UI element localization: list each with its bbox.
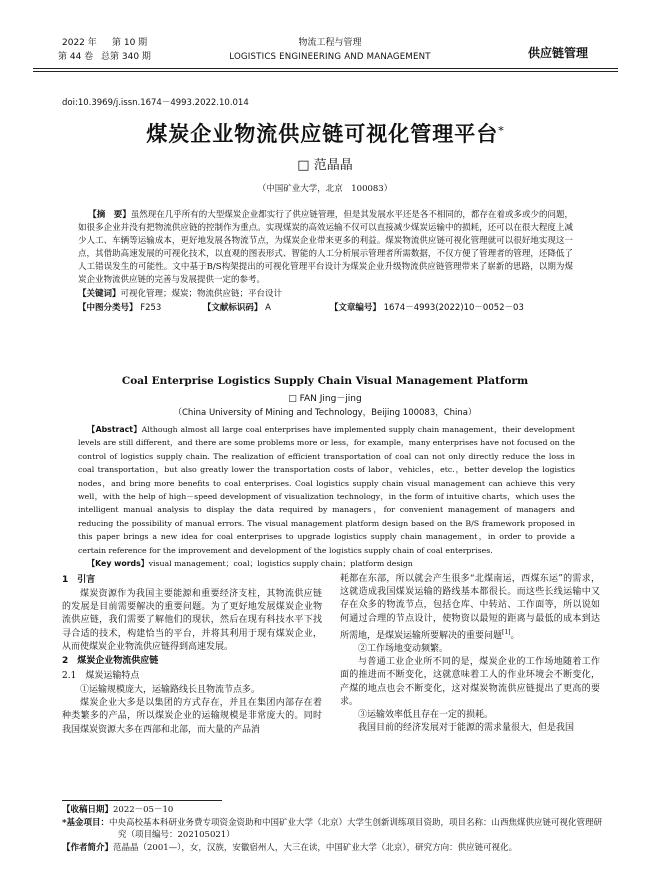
abstract-en	[78, 423, 575, 571]
classification-line	[78, 301, 573, 315]
clc-label: 【中图分类号】	[78, 303, 138, 313]
item-3: ③运输效率低且存在一定的损耗。	[358, 710, 494, 721]
right-paragraph-2: 与普通工业企业所不同的是，煤炭企业的工作场地随着工作面的推进而不断变化，这就意味着工人的作业环境会不断变化，产煤的地点也会不断变化，这对煤炭物流供应链提出了更高的要求。	[340, 657, 600, 707]
doc-code-value: A	[265, 303, 271, 313]
section-1-paragraph: 煤炭资源作为我国主要能源和重要经济支柱，其物流供应链的发展是目前需要解决的重要问题。为了更好地发展煤炭企业物流供应链，我们需要了解他们的现状，然后在现有科技水平下找寻合适的技术，构建恰当的平台，并将其利用于现有煤炭企业，从而使煤炭企业物流供应链得到高速发展。	[62, 589, 322, 652]
right-paragraph-3: 我国目前的经济发展对于能源的需求量很大，但是我国	[358, 723, 575, 734]
author-bio-text: 范晶晶（2001—），女，汉族，安徽宿州人，大三在读，中国矿业大学（北京），研究方向：供应链可视化。	[113, 842, 518, 853]
paper-title-cn: 煤炭企业物流供应链可视化管理平台	[146, 122, 499, 146]
abstract-cn-text: 虽然现在几乎所有的大型煤炭企业都实行了供应链管理，但是其发展水平还是各不相同的，都存在着或多或少的问题，如很多企业并没有把物流供应链的控制作为重点。实现煤炭的高效运输不仅可以直接减少煤炭运输中的损耗，还可以在很大程度上减少人工、车辆等运输成本，更好地发展各物流节点，为煤炭企业带来更多的利益。煤炭物流供应链可视化管理就可以很好地实现这一点，其借助高速发展的可视化技术，以直观的图表形式、智能的人工分析展示管理者所需数据，不仅方便了管理者的管理，还降低了人工错误发生的可能性。文中基于B/S构架提出的可视化管理平台设计为煤炭企业升级物流供应链管理带来了崭新的思路，以期为煤炭企业物流供应链的完善与发展提供一定的参考。	[78, 210, 573, 285]
author-en: □ FAN Jing－jing	[288, 394, 362, 404]
header-rule-thin	[33, 71, 618, 72]
author-bio	[62, 842, 602, 855]
section-1-heading: 1 引言	[62, 575, 96, 585]
author-bio-label: 【作者简介】	[62, 842, 114, 853]
abstract-cn-paragraph	[78, 209, 573, 287]
journal-title-en: LOGISTICS ENGINEERING AND MANAGEMENT	[229, 52, 431, 62]
section-2-1-heading: 2.1 煤炭运输特点	[62, 671, 140, 682]
header-issue: 第 10 期	[112, 38, 148, 48]
header-total: 总第 340 期	[101, 52, 151, 62]
item-1: ①运输规模庞大，运输路线长且物流节点多。	[80, 685, 261, 696]
footnote-rule	[62, 800, 222, 801]
header-rule	[33, 68, 618, 69]
section-2-1-paragraph: 煤炭企业大多是以集团的方式存在，并且在集团内部存在着种类繁多的产品，所以煤炭企业的运输规模是非常庞大的。同时我国煤炭资源大多在西部和北部，而大量的产品消	[62, 698, 322, 735]
received-label: 【收稿日期】	[62, 805, 114, 815]
abstract-en-text: Although almost all large coal enterprises have implemented supply chain management，their development levels are still different，and there are some problems more or less，for example，many enterprises have not focused on the control of logistics supply chain. The realization of efficient transportation of coal can not only directly reduce the loss in coal transportation，but also greatly lower the transportation costs of labor，vehicles，etc.，better develop the logistics nodes，and bring more benefits to coal enterprises. Coal logistics supply chain visual management can achieve this very well，with the help of high－speed development of visualization technology，in the form of intuitive charts，which uses the intelligent manual analysis to display the data required by managers，for convenient management of managers and reducing the possibility of manual errors. The visual management platform design based on the B/S framework proposed in this paper brings a new idea for coal enterprises to upgrade logistics supply chain management，in order to provide a certain reference for the improvement and development of the logistics supply chain of coal enterprises.	[78, 425, 575, 555]
abstract-cn-label: 【摘 要】	[88, 210, 131, 220]
abstract-en-label: 【Abstract】	[87, 425, 142, 434]
abstract-cn	[78, 209, 573, 315]
right-column	[340, 573, 600, 735]
received-date	[62, 804, 602, 817]
fund-note	[62, 817, 602, 842]
keywords-cn-text: 可视化管理；煤炭；物流供应链；平台设计	[120, 289, 283, 299]
title-footnote-mark: *	[498, 124, 504, 138]
header-volume: 第 44 卷	[58, 52, 94, 62]
citation-1: [1]	[502, 628, 511, 636]
section-label: 供应链管理	[528, 46, 589, 60]
received-value: 2022－05－10	[113, 805, 174, 815]
section-2-heading: 2 煤炭企业物流供应链	[62, 656, 159, 667]
keywords-cn	[78, 287, 573, 301]
paper-title-en: Coal Enterprise Logistics Supply Chain Visual Management Platform	[121, 375, 529, 387]
doc-code-label: 【文献标识码】	[202, 303, 263, 313]
article-no-label: 【文章编号】	[329, 303, 381, 313]
item-2: ②工作场地变动频繁。	[358, 644, 449, 655]
journal-title-cn: 物流工程与管理	[298, 38, 362, 48]
title-block	[40, 118, 610, 148]
footnotes	[62, 804, 602, 854]
affiliation-en: （China University of Mining and Technology，Beijing 100083，China）	[173, 408, 477, 418]
right-paragraph-1-text: 耗都在东部，所以就会产生很多“北煤南运，西煤东运”的需求，这就造成我国煤炭运输的路线基本都很长。而这些长线运输中又存在众多的物流节点，包括仓库、中转站、工作面等，所以说如何通过合理的节点设计，使物资以最短的距离与最低的成本到达所需地，是煤炭运输所要解决的重要问题	[340, 574, 600, 641]
article-no-value: 1674－4993(2022)10－0052－03	[383, 303, 524, 313]
keywords-en-label: 【Key words】	[87, 559, 149, 569]
affiliation-cn: （中国矿业大学，北京 100083）	[257, 184, 393, 194]
author-cn: □ 范晶晶	[297, 158, 353, 173]
keywords-en	[78, 557, 575, 571]
right-paragraph-1	[340, 573, 600, 643]
keywords-en-text: visual management；coal；logistics supply chain；platform design	[148, 559, 413, 569]
clc-value: F253	[140, 303, 162, 313]
abstract-en-paragraph	[78, 423, 575, 557]
keywords-cn-label: 【关键词】	[78, 289, 121, 299]
left-column	[62, 573, 322, 737]
fund-label: *基金项目：	[62, 817, 109, 828]
header-year: 2022 年	[62, 38, 97, 48]
right-paragraph-1-end: 。	[510, 630, 520, 641]
doi: doi:10.3969/j.issn.1674－4993.2022.10.014	[62, 98, 249, 108]
fund-text: 中央高校基本科研业务费专项资金资助和中国矿业大学（北京）大学生创新训练项目资助，项目名称：山西焦煤供应链可视化管理研究（项目编号：202105021）	[108, 817, 602, 840]
